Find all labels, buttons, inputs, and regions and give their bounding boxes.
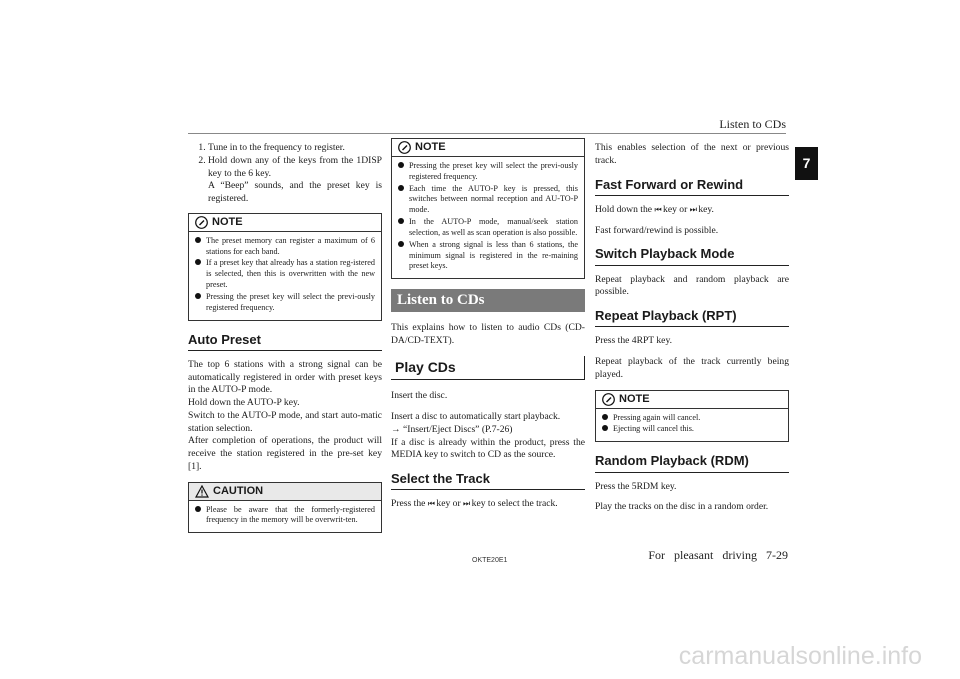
note-item: In the AUTO-P mode, manual/seek station selection, as well as scan operation is also possible. xyxy=(398,217,578,239)
note-box-repeat xyxy=(595,390,789,443)
running-header: Listen to CDs xyxy=(719,117,786,131)
paragraph: This explains how to listen to audio CDs (CD-DA/CD-TEXT). xyxy=(391,322,585,347)
register-steps xyxy=(188,142,382,206)
column-left xyxy=(188,142,382,543)
paragraph: Hold down the AUTO-P key. xyxy=(188,397,300,409)
heading-switch-playback: Switch Playback Mode xyxy=(595,245,789,265)
paragraph: Press the ⏮ key or ⏭ key to select the track. xyxy=(391,498,558,510)
paragraph: The top 6 stations with a strong signal can be automatically registered in order with preset keys in the AUTO-P mode. xyxy=(188,358,382,396)
caution-label: CAUTION xyxy=(213,484,264,497)
heading-random-playback: Random Playback (RDM) xyxy=(595,452,789,472)
heading-auto-preset: Auto Preset xyxy=(188,331,382,351)
paragraph: Repeat playback and random playback are possible. xyxy=(595,273,789,298)
chapter-tab[interactable]: 7 xyxy=(795,147,818,180)
paragraph: Switch to the AUTO-P mode, and start auto-matic station selection. xyxy=(188,409,382,434)
previous-track-icon: ⏮ xyxy=(654,204,661,214)
note-label: NOTE xyxy=(415,141,446,154)
caution-item: Please be aware that the formerly-registered frequency in the memory will be overwrit-ten. xyxy=(195,505,375,527)
next-track-icon: ⏭ xyxy=(689,204,696,214)
note-item: The preset memory can register a maximum of 6 stations for each band. xyxy=(195,236,375,258)
heading-listen-to-cds: Listen to CDs xyxy=(391,289,585,312)
note-item: Pressing the preset key will select the previ-ously registered frequency. xyxy=(195,292,375,314)
note-item: Each time the AUTO-P key is pressed, this switches between normal reception and AU-TO-P mode. xyxy=(398,184,578,216)
header-rule xyxy=(188,133,786,134)
watermark: carmanualsonline.info xyxy=(678,642,922,670)
paragraph: Hold down the ⏮ key or ⏭ key. xyxy=(595,203,714,215)
column-right xyxy=(595,142,789,522)
paragraph: Insert the disc. xyxy=(391,390,448,402)
note-icon xyxy=(602,393,615,406)
paragraph: Repeat playback of the track currently being played. xyxy=(595,356,789,380)
document-code: OKTE20E1 xyxy=(472,557,508,564)
heading-repeat-playback: Repeat Playback (RPT) xyxy=(595,307,789,327)
paragraph: Press the 4RPT key. xyxy=(595,335,673,347)
paragraph: Press the 5RDM key. xyxy=(595,480,677,492)
note-item: If a preset key that already has a station reg-istered is selected, then this is overwritten with the new preset. xyxy=(195,258,375,290)
note-box-preset xyxy=(188,213,382,321)
paragraph: Insert a disc to automatically start playback. xyxy=(391,411,561,423)
heading-play-cds: Play CDs xyxy=(391,356,585,381)
footer-page-label xyxy=(648,548,788,563)
note-box-autop xyxy=(391,138,585,279)
paragraph: Fast forward/rewind is possible. xyxy=(595,224,719,236)
paragraph: This enables selection of the next or previous track. xyxy=(595,142,789,166)
note-item: Ejecting will cancel this. xyxy=(602,424,782,435)
step-2: 2. Hold down any of the keys from the 1DISP key to the 6 key. A “Beep” sounds, and the preset key is registered. xyxy=(208,155,382,206)
page-number: 7-29 xyxy=(766,548,788,562)
note-label: NOTE xyxy=(212,215,243,228)
warning-triangle-icon xyxy=(195,485,209,498)
note-item: Pressing again will cancel. xyxy=(602,413,782,424)
heading-select-track: Select the Track xyxy=(391,470,585,490)
column-middle xyxy=(391,142,585,519)
next-track-icon: ⏭ xyxy=(463,499,470,509)
note-item: Pressing the preset key will select the previ-ously registered frequency. xyxy=(398,161,578,183)
caution-box xyxy=(188,482,382,534)
step-1: 1. Tune in to the frequency to register. xyxy=(208,142,382,155)
heading-fast-forward: Fast Forward or Rewind xyxy=(595,176,789,196)
note-icon xyxy=(195,216,208,229)
cross-reference-link[interactable]: → “Insert/Eject Discs” (P.7-26) xyxy=(391,423,513,435)
note-icon xyxy=(398,141,411,154)
footer-chapter-title: For pleasant driving xyxy=(648,548,757,562)
paragraph: If a disc is already within the product, press the MEDIA key to switch to CD as the source. xyxy=(391,436,585,461)
note-label: NOTE xyxy=(619,392,650,405)
note-item: When a strong signal is less than 6 stations, the minimum signal is registered in the re-maining preset keys. xyxy=(398,240,578,272)
previous-track-icon: ⏮ xyxy=(427,499,434,509)
paragraph: After completion of operations, the product will receive the station registered in the pre-set key [1]. xyxy=(188,435,382,472)
paragraph: Play the tracks on the disc in a random order. xyxy=(595,501,769,513)
